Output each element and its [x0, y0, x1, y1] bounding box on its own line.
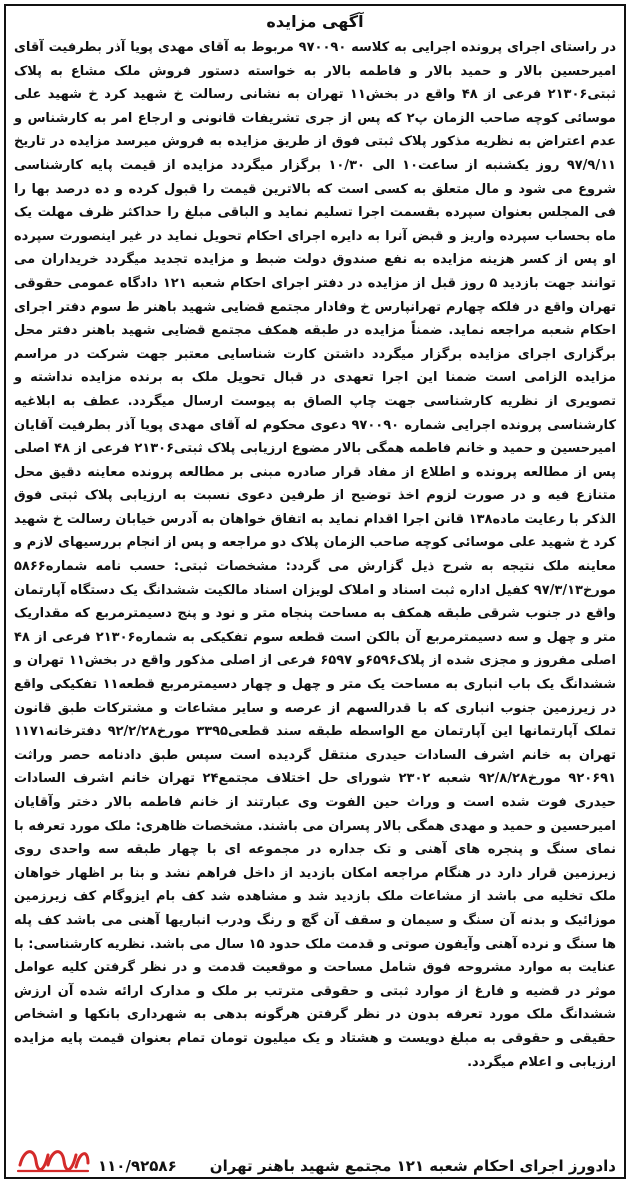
notice-title: آگهی مزایده — [266, 12, 364, 31]
notice-reference-number: ۱۱۰/۹۲۵۸۶ — [98, 1157, 177, 1175]
notice-signature: دادورز اجرای احکام شعبه ۱۲۱ مجتمع شهید باهنر تهران — [209, 1157, 616, 1175]
handwritten-stamp — [14, 1141, 92, 1175]
notice-body: در راستای اجرای پرونده اجرایی به کلاسه ۹۷۰۰۹۰ مربوط به آقای مهدی پویا آذر بطرفیت آقای امیرحسین بالار و حمید بالار و فاطمه بالار به خواسته دستور فروش ملک مشاع به پلاک ثبتی۲۱۳۰۶ فرعی از ۴۸ واقع در بخش۱۱ تهران به نشانی رسالت خ شهید کرد خ شهید علی موسائی کوچه صاحب الزمان پ۲ که پس از جری تشریفات قانونی و ارجاع امر به کارشناس و عدم اعتراض به نظریه مذکور پلاک ثبتی فوق از طریق مزایده به فروش میرسد مزایده در تاریخ ۹۷/۹/۱۱ روز یکشنبه از ساعت۱۰ الی ۱۰/۳۰ برگزار میگردد مزایده از قیمت پایه کارشناسی شروع می شود و مال متعلق به کسی است که بالاترین قیمت را قبول کرده و ده درصد بها را فی المجلس بعنوان سپرده بقسمت اجرا تسلیم نماید و الباقی مبلغ را حداکثر ظرف مهلت یک ماه بحساب سپرده واریز و قبض آنرا به دایره اجرای احکام تحویل نماید در غیر اینصورت سپرده او پس از کسر هزینه مزایده به نفع صندوق دولت ضبط و مزایده تجدید میگردد خریداران می توانند جهت بازدید ۵ روز قبل از مزایده در دفتر اجرای احکام شعبه ۱۲۱ دادگاه عمومی حقوقی تهران واقع در فلکه چهارم تهرانپارس خ وفادار مجتمع قضایی شهید باهنر ط سوم دفتر اجرای احکام شعبه مراجعه نماید. ضمناً مزایده در طبقه همکف مجتمع قضایی شهید باهنر دفتر محل برگزاری اجرای مزایده برگزار میگردد داشتن کارت شناسایی معتبر جهت شرکت در مراسم مزایده الزامی است ضمنا این اجرا تعهدی در قبال تحویل ملک به برنده مزایده نداشته و تصویری از نظریه کارشناسی جهت چاپ الصاق به پیوست ارسال میگردد. عطف به ابلاغیه کارشناسی پرونده اجرایی شماره ۹۷۰۰۹۰ دعوی محکوم له آقای مهدی پویا آذر بطرفیت آقایان امیرحسین و حمید و خانم فاطمه همگی بالار مضوع ارزیابی پلاک ثبتی۲۱۳۰۶ فرعی از ۴۸ اصلی پس از مطالعه پرونده و اطلاع از مفاد قرار صادره مبنی بر مطالعه پرونده معاینه دقیق محل متنازع فیه و در صورت لزوم اخذ توضیح از طرفین دعوی نسبت به ارزیابی پلاک ثبتی فوق الذکر با رعایت ماده۱۳۸ قانن اجرا اقدام نماید به اتفاق خواهان به آدرس خیابان رسالت خ شهید کرد خ شهید علی موسائی کوچه صاحب الزمان پلاک دو مراجعه و پس از انجام بررسیهای لازم و معاینه ملک نتیجه به شرح ذیل گزارش می گردد: مشخصات ثبتی: حسب نامه شماره۵۸۶۶ مورخ۹۷/۳/۱۳ کفیل اداره ثبت اسناد و املاک لویزان اسناد مالکیت ششدانگ یک دستگاه آپارتمان واقع در جنوب شرقی طبقه همکف به مساحت پنجاه متر و نود و پنج دسیمترمربع که مقداریک متر و چهل و سه دسیمترمربع آن بالکن است قطعه سوم تفکیکی به شماره۲۱۳۰۶ فرعی از ۴۸ اصلی مفروز و مجزی شده از پلاک۶۵۹۶و ۶۵۹۷ فرعی از اصلی مذکور واقع در بخش۱۱ تهران و ششدانگ یک باب انباری به مساحت یک متر و چهل و چهار دسیمترمربع قطعه۱۱ تفکیکی واقع در زیرزمین جنوب انباری که با قدرالسهم از عرصه و سایر مشاعات و مشترکات طبق قانون تملک آپارتمانها این آپارتمان مع الواسطه طبقه سند قطعی۳۳۹۵ مورخ۹۲/۲/۲۸ دفترخانه۱۱۷۱ تهران به خانم اشرف السادات حیدری منتقل گردیده است سپس طبق دادنامه حصر وراثت ۹۲۰۶۹۱ مورخ۹۲/۸/۲۸ شعبه ۲۳۰۲ شورای حل اختلاف مجتمع۲۴ تهران خانم اشرف السادات حیدری فوت شده است و وراث حین الفوت وی عبارتند از خانم فاطمه بالار دختر وآقایان امیرحسین و حمید و مهدی همگی بالار پسران می باشند. مشخصات ظاهری: ملک مورد تعرفه با نمای سنگ و پنجره های آهنی و تک جداره در مجموعه ای با چهار طبقه سه واحدی روی زیرزمین قرار دارد در هنگام مراجعه امکان بازدید از داخل فراهم نشد و بنا بر اظهار خواهان ملک تخلیه می باشد از مشاعات ملک بازدید شد و مشاهده شد کف بام ایزوگام کف زیرزمین موزائیک و بدنه آن سنگ و سیمان و سقف آن گچ و رنگ ودرب انباریها آهنی می باشد کف پله ها سنگ و نرده آهنی وآیفون صوتی و قدمت ملک حدود ۱۵ سال می باشد. نظریه کارشناسی: با عنایت به موارد مشروحه فوق شامل مساحت و موقعیت قدمت و در نظر گرفتن کلیه عوامل موثر در قضیه و فارغ از موارد ثبتی و حقوقی مترتب بر ملک و مدارک ارائه شده آن ارزش ششدانگ ملک مورد تعرفه بدون در نظر گرفتن هرگونه بدهی به شهرداری بانکها و اشخاص حقیقی و حقوقی به مبلغ دویست و هشتاد و یک میلیون تومان تمام بعنوان قیمت پایه مزایده ارزیابی و اعلام میگردد. — [14, 40, 617, 1070]
footer-left — [14, 1141, 177, 1175]
notice-footer — [14, 1141, 616, 1175]
auction-notice — [4, 4, 626, 1179]
